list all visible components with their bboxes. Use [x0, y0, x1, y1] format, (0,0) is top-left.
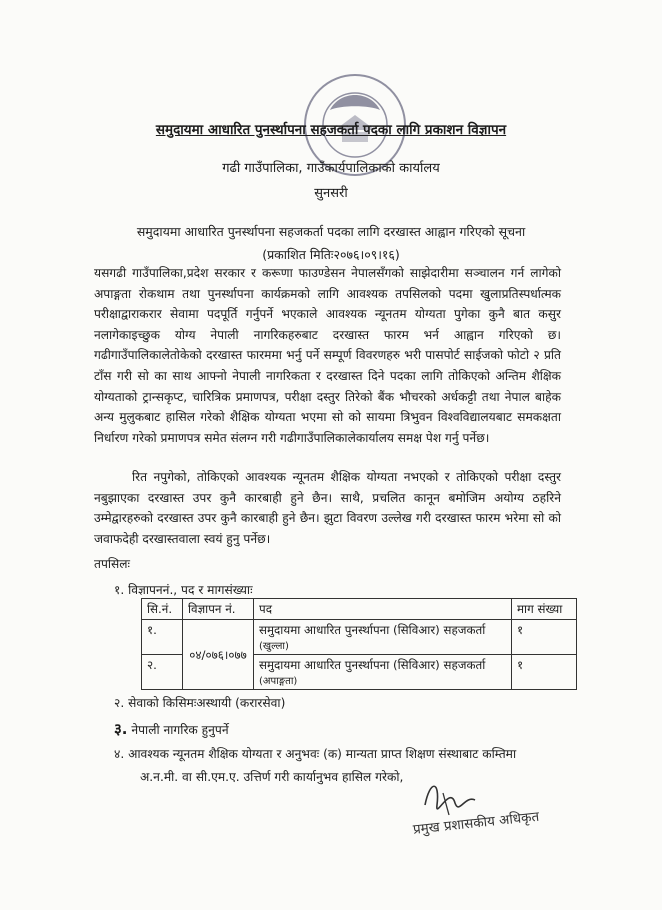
- post-category: (खुल्ला): [259, 641, 289, 652]
- row-post: [254, 655, 512, 690]
- header-post: पद: [254, 599, 512, 620]
- notice-title: समुदायमा आधारित पुनर्स्थापना सहजकर्ता पदका लागि दरखास्त आह्वान गरिएको सूचना: [136, 224, 526, 239]
- row-post: [254, 620, 512, 655]
- header-sn: सि.नं.: [142, 599, 183, 620]
- header-demand: माग संख्या: [512, 599, 577, 620]
- details-heading: तपसिलः: [94, 557, 130, 571]
- item-3-text: नेपाली नागरिक हुनुपर्ने: [131, 723, 229, 737]
- post-category: (अपाङ्गता): [259, 676, 298, 687]
- document-title: समुदायमा आधारित पुनर्स्थापना सहजकर्ता पदका लागि प्रकाशन विज्ञापन: [155, 122, 507, 138]
- row-demand: १: [512, 620, 577, 655]
- item-3-number: ३.: [114, 720, 128, 738]
- published-date: (प्रकाशित मितिः२०७६।०९।१६): [262, 247, 400, 262]
- body-paragraph-2: रित नपुगेको, तोकिएको आवश्यक न्यूनतम शैक्षिक योग्यता नभएको र तोकिएको परीक्षा दस्तुर नबुझाएका दरखास्त उपर कुनै कारबाही हुने छैन। साथै, प्रचलित कानून बमोजिम अयोग्य ठहरिने उम्मेद्वारहरुको दरखास्त उपर कुनै कारबाही हुने छैन। झुटा विवरण उल्लेख गरी दरखास्त फारम भरेमा सो को जवाफदेही दरखास्तवाला स्वयं हुनु पर्नेछ।: [94, 470, 561, 546]
- vacancy-table: [141, 598, 577, 690]
- post-name: समुदायमा आधारित पुनर्स्थापना (सिविआर) सहजकर्ता: [259, 658, 486, 672]
- table-header-row: [142, 599, 577, 620]
- item-4-continued: अ.न.मी. वा सी.एम.ए. उत्तिर्ण गरी कार्यानुभव हासिल गरेको,: [140, 770, 404, 784]
- district-name: सुनसरी: [314, 186, 348, 201]
- ad-number: ०४/०७६।०७७: [183, 620, 254, 690]
- signatory-title: प्रमुख प्रशासकीय अधिकृत: [412, 808, 540, 838]
- post-name: समुदायमा आधारित पुनर्स्थापना (सिविआर) सहजकर्ता: [259, 623, 486, 637]
- item-3: [114, 719, 229, 739]
- item-1: १. विज्ञापननं., पद र मागसंख्याः: [114, 583, 253, 597]
- body-paragraph-1: यसगढी गाउँपालिका,प्रदेश सरकार र करूणा फाउण्डेसन नेपालसँगको साझेदारीमा सञ्चालन गर्न लागेको अपाङ्गता रोकथाम तथा पुनर्स्थापना कार्यक्रमको लागि आवश्यक तपसिलको पदमा खुलाप्रतिस्पर्धात्मक परीक्षाद्वाराकरार सेवामा पदपूर्ति गर्नुपर्ने भएकाले आवश्यक न्यूनतम योग्यता पुगेका कुनै बात कसुर नलागेकाइच्छुक योग्य नेपाली नागरिकहरुबाट दरखास्त फारम भर्न आह्वान गरिएको छ। गढीगाउँपालिकालेतोकेको दरखास्त फारममा भर्नु पर्ने सम्पूर्ण विवरणहरु भरी पासपोर्ट साईजको फोटो २ प्रति टाँस गरी सो का साथ आफ्नो नेपाली नागरिकता र दरखास्त दिने पदका लागि तोकिएको अन्तिम शैक्षिक योग्यताको ट्रान्सकृप्ट, चारित्रिक प्रमाणपत्र, परीक्षा दस्तुर तिरेको बैंक भौचरको अर्धकट्टी तथा नेपाल बाहेक अन्य मुलुकबाट हासिल गरेको शैक्षिक योग्यता भएमा सो को सायमा त्रिभुवन विश्वविद्यालयबाट समकक्षता निर्धारण गरेको प्रमाणपत्र समेत संलग्न गरी गढीगाउँपालिकालेकार्यालय समक्ष पेश गर्नु पर्नेछ।: [94, 266, 561, 445]
- office-name: गढी गाउँपालिका, गाउँकार्यपालिकाको कार्यालय: [222, 161, 440, 176]
- item-4: ४. आवश्यक न्यूनतम शैक्षिक योग्यता र अनुभवः (क) मान्यता प्राप्त शिक्षण संस्थाबाट कम्तिमा: [114, 747, 517, 761]
- item-2: २. सेवाको किसिमःअस्थायी (करारसेवा): [114, 696, 286, 710]
- row-sn: १.: [142, 620, 183, 655]
- row-demand: १: [512, 655, 577, 690]
- header-ad-no: विज्ञापन नं.: [183, 599, 254, 620]
- row-sn: २.: [142, 655, 183, 690]
- table-row: [142, 620, 577, 655]
